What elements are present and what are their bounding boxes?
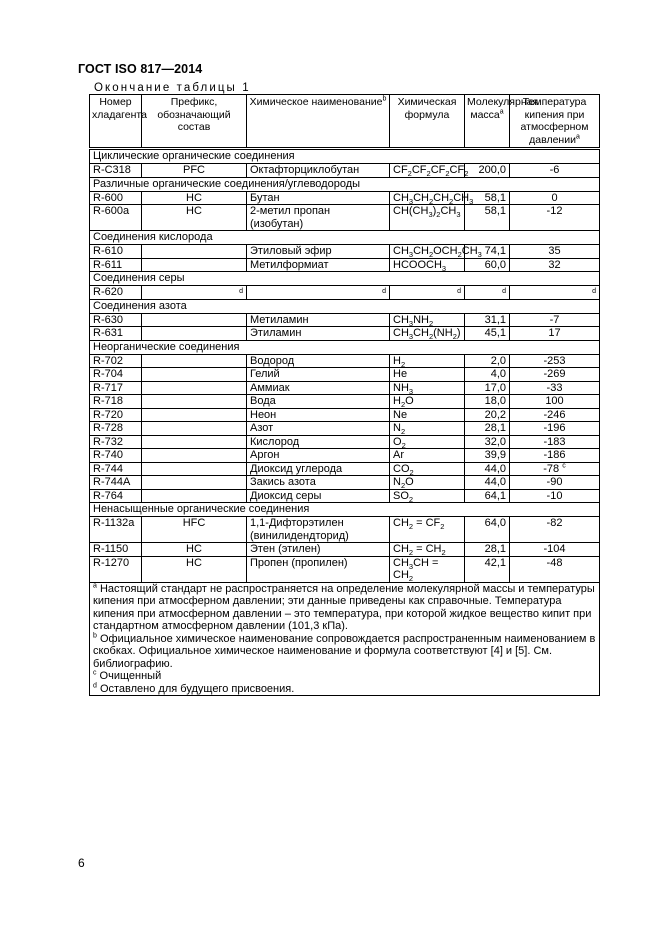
chemical-formula: $HCOOCH_3$	[390, 258, 465, 272]
boiling-temperature: -82	[510, 517, 600, 543]
temp-footnote-mark: c	[562, 461, 566, 469]
footnote-text: Официальное химическое наименование сопровождается распространенным наименованием в скобках. Официальное химическое наименование и формула соответствуют [4] и [5]. См. библиографию.	[93, 632, 596, 670]
molar-mass: 200,0	[465, 164, 510, 178]
molar-mass: 28,1	[465, 422, 510, 436]
section-title: Циклические органические соединения	[90, 149, 600, 164]
molar-mass: 45,1	[465, 327, 510, 341]
col-header-mass-footnote: a	[499, 108, 504, 115]
boiling-temperature: -12	[510, 205, 600, 231]
refrigerant-number: R-611	[90, 258, 142, 272]
chemical-formula: $CO_2$	[390, 462, 465, 476]
composition-prefix	[142, 313, 247, 327]
chemical-formula: $SO_2$	[390, 489, 465, 503]
boiling-temperature: -183	[510, 435, 600, 449]
chemical-name	[247, 286, 390, 300]
section-title: Соединения кислорода	[90, 231, 600, 245]
refrigerant-number: R-610	[90, 245, 142, 259]
molar-mass: 31,1	[465, 313, 510, 327]
section-row	[90, 177, 600, 191]
table-row	[90, 245, 600, 259]
chemical-name: Неон	[247, 408, 390, 422]
boiling-temperature: 32	[510, 258, 600, 272]
composition-prefix: HC	[142, 556, 247, 582]
composition-prefix: PFC	[142, 164, 247, 178]
composition-prefix	[142, 258, 247, 272]
table-row	[90, 435, 600, 449]
composition-prefix: HFC	[142, 517, 247, 543]
refrigerant-number: R-620	[90, 286, 142, 300]
boiling-temperature: -269	[510, 368, 600, 382]
col-header-prefix: Префикс, обозначающий состав	[142, 95, 247, 149]
molar-mass: 2,0	[465, 354, 510, 368]
col-header-name-text: Химическое наименование	[249, 96, 383, 108]
chemical-name: Аргон	[247, 449, 390, 463]
chemical-formula: $N_2$	[390, 422, 465, 436]
refrigerant-number: R-1132a	[90, 517, 142, 543]
refrigerant-number: R-C318	[90, 164, 142, 178]
section-row	[90, 340, 600, 354]
composition-prefix	[142, 462, 247, 476]
chemical-name: Пропен (пропилен)	[247, 556, 390, 582]
refrigerant-number: R-740	[90, 449, 142, 463]
molar-mass: 64,1	[465, 489, 510, 503]
boiling-temperature: -33	[510, 381, 600, 395]
table-row	[90, 395, 600, 409]
section-row	[90, 299, 600, 313]
composition-prefix: HC	[142, 191, 247, 205]
chemical-formula: $N_2O$	[390, 476, 465, 490]
chemical-formula: $H_2$	[390, 354, 465, 368]
composition-prefix	[142, 449, 247, 463]
chemical-formula: $H_2O$	[390, 395, 465, 409]
chemical-name: Кислород	[247, 435, 390, 449]
footnote-text: Очищенный	[96, 670, 162, 682]
refrigerant-number: R-728	[90, 422, 142, 436]
section-row	[90, 272, 600, 286]
reserved-footnote-mark: d	[592, 288, 596, 295]
molar-mass: 58,1	[465, 205, 510, 231]
section-title: Ненасыщенные органические соединения	[90, 503, 600, 517]
section-row	[90, 503, 600, 517]
composition-prefix	[142, 395, 247, 409]
chemical-formula: He	[390, 368, 465, 382]
boiling-temperature: -6	[510, 164, 600, 178]
footnotes	[90, 582, 600, 696]
refrigerant-number: R-717	[90, 381, 142, 395]
molar-mass: 58,1	[465, 191, 510, 205]
refrigerant-number: R-764	[90, 489, 142, 503]
col-header-mass-text: Молекулярная масса	[467, 96, 539, 121]
refrigerant-number: R-744A	[90, 476, 142, 490]
footnote-mark: d	[93, 681, 97, 689]
chemical-name: Метиламин	[247, 313, 390, 327]
col-header-number: Номер хладагента	[90, 95, 142, 149]
footnote-mark: a	[93, 581, 97, 589]
molar-mass	[465, 286, 510, 300]
table-row	[90, 422, 600, 436]
refrigerant-number: R-704	[90, 368, 142, 382]
section-title: Соединения серы	[90, 272, 600, 286]
chemical-name: Диоксид углерода	[247, 462, 390, 476]
molar-mass: 18,0	[465, 395, 510, 409]
chemical-name: Октафторциклобутан	[247, 164, 390, 178]
molar-mass: 60,0	[465, 258, 510, 272]
reserved-footnote-mark: d	[457, 288, 461, 295]
molar-mass: 42,1	[465, 556, 510, 582]
chemical-formula: $CH(CH_3)_2CH_3$	[390, 205, 465, 231]
section-row	[90, 231, 600, 245]
composition-prefix	[142, 354, 247, 368]
table-row	[90, 205, 600, 231]
boiling-temperature: -186	[510, 449, 600, 463]
composition-prefix	[142, 381, 247, 395]
reserved-footnote-mark: d	[239, 288, 243, 295]
col-header-temp	[510, 95, 600, 149]
chemical-formula: Ar	[390, 449, 465, 463]
boiling-temperature: -104	[510, 543, 600, 557]
composition-prefix	[142, 286, 247, 300]
composition-prefix	[142, 422, 247, 436]
composition-prefix	[142, 368, 247, 382]
composition-prefix	[142, 245, 247, 259]
reserved-footnote-mark: d	[382, 288, 386, 295]
molar-mass: 44,0	[465, 462, 510, 476]
chemical-name: Водород	[247, 354, 390, 368]
table-row	[90, 164, 600, 178]
page-number: 6	[78, 856, 85, 870]
chemical-name: 2-метил пропан (изобутан)	[247, 205, 390, 231]
chemical-name: Метилформиат	[247, 258, 390, 272]
footnote-text: Настоящий стандарт не распространяется на определение молекулярной массы и температуры кипения при атмосферном давлении; эти данные приведены как справочные. Температура кипения при атмосферном давлении – это температура, при которой жидкое вещество кипит при стандартном атмосферном давлении (101,3 кПа).	[93, 582, 595, 632]
footnote-text: Оставлено для будущего присвоения.	[96, 682, 295, 695]
composition-prefix	[142, 489, 247, 503]
table-row	[90, 354, 600, 368]
chemical-formula: $CH_3CH_2(NH_2)$	[390, 327, 465, 341]
refrigerant-number: R-631	[90, 327, 142, 341]
chemical-name: Вода	[247, 395, 390, 409]
boiling-temperature: 35	[510, 245, 600, 259]
chemical-name: Этен (этилен)	[247, 543, 390, 557]
table-row	[90, 517, 600, 543]
composition-prefix	[142, 408, 247, 422]
molar-mass: 44,0	[465, 476, 510, 490]
col-header-temp-text: Температура кипения при атмосферном давлении	[520, 96, 589, 146]
chemical-formula	[390, 286, 465, 300]
refrigerant-number: R-732	[90, 435, 142, 449]
footnote-mark: c	[93, 669, 97, 677]
chemical-formula: $CF_2CF_2CF_2CF_2$	[390, 164, 465, 178]
footnote-item	[93, 683, 596, 696]
composition-prefix: HC	[142, 543, 247, 557]
footnote-item	[93, 633, 596, 671]
chemical-formula: $NH_3$	[390, 381, 465, 395]
table-row	[90, 258, 600, 272]
footnote-item	[93, 583, 596, 633]
refrigerant-number: R-744	[90, 462, 142, 476]
composition-prefix	[142, 435, 247, 449]
chemical-name: Закись азота	[247, 476, 390, 490]
chemical-formula: $CH_3NH_2$	[390, 313, 465, 327]
document-header: ГОСТ ISO 817—2014	[78, 62, 203, 76]
molar-mass: 17,0	[465, 381, 510, 395]
boiling-temperature: -7	[510, 313, 600, 327]
col-header-mass	[465, 95, 539, 149]
section-title: Соединения азота	[90, 299, 600, 313]
table-row	[90, 489, 600, 503]
boiling-temperature: -78 $^c$	[510, 462, 600, 476]
col-header-temp-footnote: a	[575, 133, 580, 140]
col-header-formula: Химическая формула	[390, 95, 465, 149]
boiling-temperature: 0	[510, 191, 600, 205]
reserved-footnote-mark: d	[502, 288, 506, 295]
chemical-name: 1,1-Дифторэтилен (винилидендторид)	[247, 517, 390, 543]
boiling-temperature: -48	[510, 556, 600, 582]
table-header-row	[90, 95, 600, 149]
table-row	[90, 408, 600, 422]
refrigerant-number: R-1270	[90, 556, 142, 582]
refrigerant-number: R-718	[90, 395, 142, 409]
molar-mass: 28,1	[465, 543, 510, 557]
boiling-temperature: -253	[510, 354, 600, 368]
boiling-temperature: -10	[510, 489, 600, 503]
chemical-name: Гелий	[247, 368, 390, 382]
refrigerant-number: R-702	[90, 354, 142, 368]
chemical-name: Бутан	[247, 191, 390, 205]
table-body	[90, 149, 600, 583]
footnote-mark: b	[93, 631, 97, 639]
composition-prefix	[142, 327, 247, 341]
refrigerant-number: R-600	[90, 191, 142, 205]
refrigerant-number: R-600a	[90, 205, 142, 231]
chemical-formula: $O_2$	[390, 435, 465, 449]
chemical-formula: Ne	[390, 408, 465, 422]
boiling-temperature: -196	[510, 422, 600, 436]
molar-mass: 4,0	[465, 368, 510, 382]
table-row	[90, 556, 600, 582]
boiling-temperature	[510, 286, 600, 300]
molar-mass: 64,0	[465, 517, 510, 543]
refrigerant-number: R-720	[90, 408, 142, 422]
boiling-temperature: 17	[510, 327, 600, 341]
boiling-temperature: -90	[510, 476, 600, 490]
chemical-name: Азот	[247, 422, 390, 436]
section-title: Различные органические соединения/углеводороды	[90, 177, 600, 191]
section-row	[90, 149, 600, 164]
chemical-name: Диоксид серы	[247, 489, 390, 503]
chemical-name: Этиламин	[247, 327, 390, 341]
table-row	[90, 191, 600, 205]
table-row	[90, 327, 600, 341]
molar-mass: 32,0	[465, 435, 510, 449]
composition-prefix: HC	[142, 205, 247, 231]
molar-mass: 20,2	[465, 408, 510, 422]
table-row	[90, 462, 600, 476]
table-row	[90, 381, 600, 395]
molar-mass: 39,9	[465, 449, 510, 463]
boiling-temperature: 100	[510, 395, 600, 409]
table-row	[90, 368, 600, 382]
table-row	[90, 476, 600, 490]
boiling-temperature: -246	[510, 408, 600, 422]
chemical-formula: $CH_3CH_2OCH_2CH_3$	[390, 245, 465, 259]
chemical-formula: $CH_3CH_2CH_2CH_3$	[390, 191, 465, 205]
col-header-name-footnote: b	[382, 95, 387, 103]
chemical-formula: $CH_3CH = CH_2$	[390, 556, 465, 582]
table-row	[90, 543, 600, 557]
footnote-item	[93, 670, 596, 683]
chemical-formula: $CH_2 = CF_2$	[390, 517, 465, 543]
notes-row	[90, 582, 600, 696]
molar-mass: 74,1	[465, 245, 510, 259]
chemical-formula: $CH_2 = CH_2$	[390, 543, 465, 557]
table-row	[90, 286, 600, 300]
composition-prefix	[142, 476, 247, 490]
chemical-name: Аммиак	[247, 381, 390, 395]
table-caption: Окончание таблицы 1	[94, 82, 251, 94]
chemical-name: Этиловый эфир	[247, 245, 390, 259]
refrigerant-number: R-1150	[90, 543, 142, 557]
table-row	[90, 313, 600, 327]
table-row	[90, 449, 600, 463]
refrigerant-table	[89, 94, 600, 696]
col-header-name	[247, 95, 390, 149]
section-title: Неорганические соединения	[90, 340, 600, 354]
refrigerant-number: R-630	[90, 313, 142, 327]
